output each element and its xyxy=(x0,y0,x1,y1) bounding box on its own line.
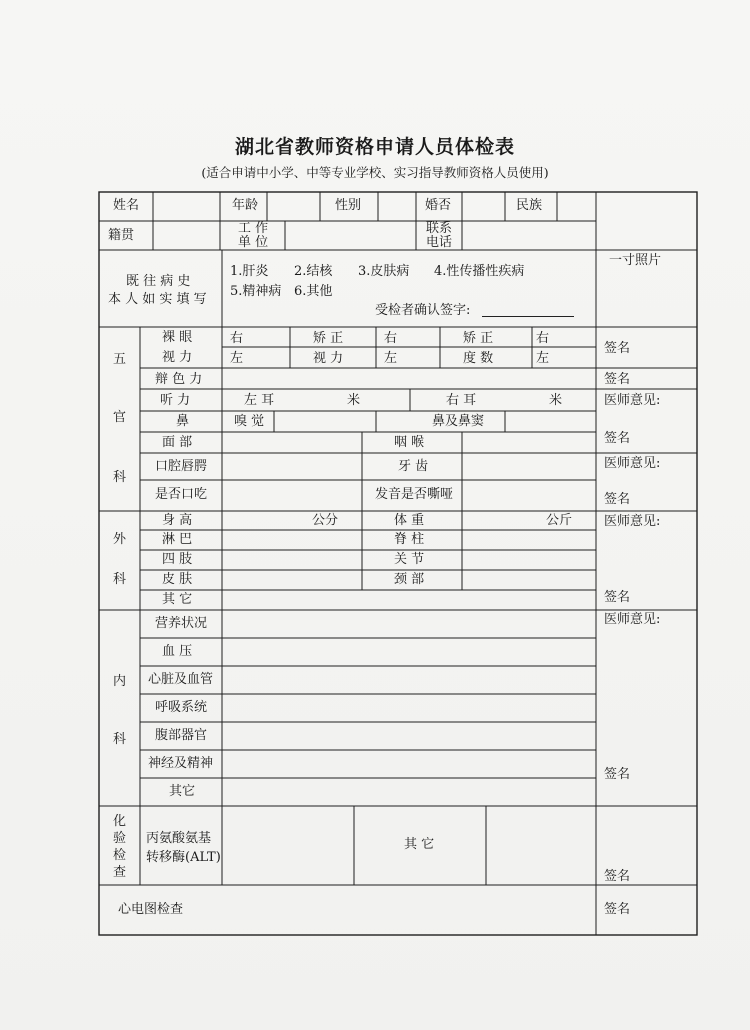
left-ear-label: 左 耳 xyxy=(244,393,275,408)
ecg-label: 心电图检查 xyxy=(118,902,184,917)
limbs-label: 四 肢 xyxy=(162,552,193,567)
history-item-1: 1.肝炎 xyxy=(230,264,269,279)
color-vision-label: 辩 色 力 xyxy=(155,372,203,387)
corrected-left: 左 xyxy=(384,351,398,366)
surgery-other-label: 其 它 xyxy=(162,592,193,607)
hoarse-label: 发音是否嘶哑 xyxy=(375,487,454,502)
history-item-3: 3.皮肤病 xyxy=(358,264,410,279)
left-ear-meter: 米 xyxy=(347,393,361,408)
section-surgery-char-1: 外 xyxy=(113,532,127,547)
doctor-opinion-internal: 医师意见: xyxy=(604,612,661,627)
section-five-senses-char-1: 五 xyxy=(113,352,127,367)
history-label-2: 本 人 如 实 填 写 xyxy=(108,292,207,307)
naked-left: 左 xyxy=(230,351,244,366)
section-five-senses-char-3: 科 xyxy=(113,470,127,485)
ethnicity-label: 民族 xyxy=(516,198,543,213)
form-title: 湖北省教师资格申请人员体检表 xyxy=(234,136,515,158)
section-five-senses-char-2: 官 xyxy=(113,410,127,425)
height-unit: 公分 xyxy=(312,513,339,528)
contact-label-1: 联系 xyxy=(426,221,453,236)
respiratory-label: 呼吸系统 xyxy=(155,700,208,715)
signature-internal: 签名 xyxy=(604,767,631,782)
age-label: 年龄 xyxy=(232,198,259,213)
section-lab-char-3: 检 xyxy=(113,848,127,863)
lymph-label: 淋 巴 xyxy=(162,532,193,547)
naked-right: 右 xyxy=(230,331,244,346)
section-internal-char-2: 科 xyxy=(113,732,127,747)
history-item-2: 2.结核 xyxy=(294,264,333,279)
naked-eye-label: 裸 眼 xyxy=(162,330,193,345)
vision-label-2: 视 力 xyxy=(313,351,344,366)
internal-other-label: 其它 xyxy=(169,784,196,799)
right-ear-meter: 米 xyxy=(549,393,563,408)
nutrition-label: 营养状况 xyxy=(155,616,208,631)
vision-label-1: 视 力 xyxy=(162,350,193,365)
lab-other-label: 其 它 xyxy=(404,837,435,852)
signature-lab: 签名 xyxy=(604,869,631,884)
photo-label: 一寸照片 xyxy=(609,253,662,268)
nose-label: 鼻 xyxy=(176,414,190,429)
teeth-label: 牙 齿 xyxy=(398,459,429,474)
smell-label: 嗅 觉 xyxy=(234,414,265,429)
name-label: 姓名 xyxy=(113,198,140,213)
weight-label: 体 重 xyxy=(394,513,425,528)
doctor-opinion-surgery: 医师意见: xyxy=(604,514,661,529)
neck-label: 颈 部 xyxy=(394,572,425,587)
lips-label: 口腔唇腭 xyxy=(155,459,208,474)
doctor-opinion-ent: 医师意见: xyxy=(604,393,661,408)
abdomen-label: 腹部器官 xyxy=(155,728,208,743)
alt-label-1: 丙氨酸氨基 xyxy=(146,831,212,846)
section-lab-char-4: 查 xyxy=(113,865,127,880)
married-label: 婚否 xyxy=(425,198,452,213)
stutter-label: 是否口吃 xyxy=(155,487,208,502)
signature-color: 签名 xyxy=(604,372,631,387)
signature-ent: 签名 xyxy=(604,431,631,446)
skin-label: 皮 肤 xyxy=(162,572,193,587)
weight-unit: 公斤 xyxy=(546,513,573,528)
history-item-5: 5.精神病 xyxy=(230,284,282,299)
native-label: 籍贯 xyxy=(108,228,135,243)
contact-label-2: 电话 xyxy=(426,235,453,250)
doctor-opinion-mouth: 医师意见: xyxy=(604,456,661,471)
blood-pressure-label: 血 压 xyxy=(162,644,193,659)
degree-left: 左 xyxy=(536,351,550,366)
confirm-signature-label: 受检者确认签字: xyxy=(375,303,471,318)
neuro-label: 神经及精神 xyxy=(148,756,214,771)
section-lab-char-2: 验 xyxy=(113,831,127,846)
alt-label-2: 转移酶(ALT) xyxy=(146,850,221,865)
nasal-sinus-label: 鼻及鼻窦 xyxy=(432,414,485,429)
signature-surgery: 签名 xyxy=(604,590,631,605)
face-label: 面 部 xyxy=(162,435,193,450)
history-label-1: 既 往 病 史 xyxy=(126,274,191,289)
throat-label: 咽 喉 xyxy=(394,435,425,450)
form-subtitle: (适合申请中小学、中等专业学校、实习指导教师资格人员使用) xyxy=(201,165,549,180)
work-unit-label-2: 单 位 xyxy=(238,235,269,250)
confirm-signature-line[interactable] xyxy=(482,316,574,317)
height-label: 身 高 xyxy=(162,513,193,528)
work-unit-label-1: 工 作 xyxy=(238,221,269,236)
hearing-label: 听 力 xyxy=(160,393,191,408)
corrected-label: 矫 正 xyxy=(313,331,344,346)
signature-eye: 签名 xyxy=(604,341,631,356)
signature-mouth: 签名 xyxy=(604,492,631,507)
history-item-4: 4.性传播性疾病 xyxy=(434,264,525,279)
history-item-6: 6.其他 xyxy=(294,284,333,299)
heart-label: 心脏及血管 xyxy=(148,672,214,687)
gender-label: 性别 xyxy=(335,198,362,213)
section-surgery-char-2: 科 xyxy=(113,572,127,587)
signature-ecg: 签名 xyxy=(604,902,631,917)
joints-label: 关 节 xyxy=(394,552,425,567)
spine-label: 脊 柱 xyxy=(394,532,425,547)
correction-label: 矫 正 xyxy=(463,331,494,346)
right-ear-label: 右 耳 xyxy=(446,393,477,408)
section-internal-char-1: 内 xyxy=(113,674,127,689)
degree-right: 右 xyxy=(536,331,550,346)
degree-label: 度 数 xyxy=(463,351,494,366)
corrected-right: 右 xyxy=(384,331,398,346)
section-lab-char-1: 化 xyxy=(113,814,127,829)
